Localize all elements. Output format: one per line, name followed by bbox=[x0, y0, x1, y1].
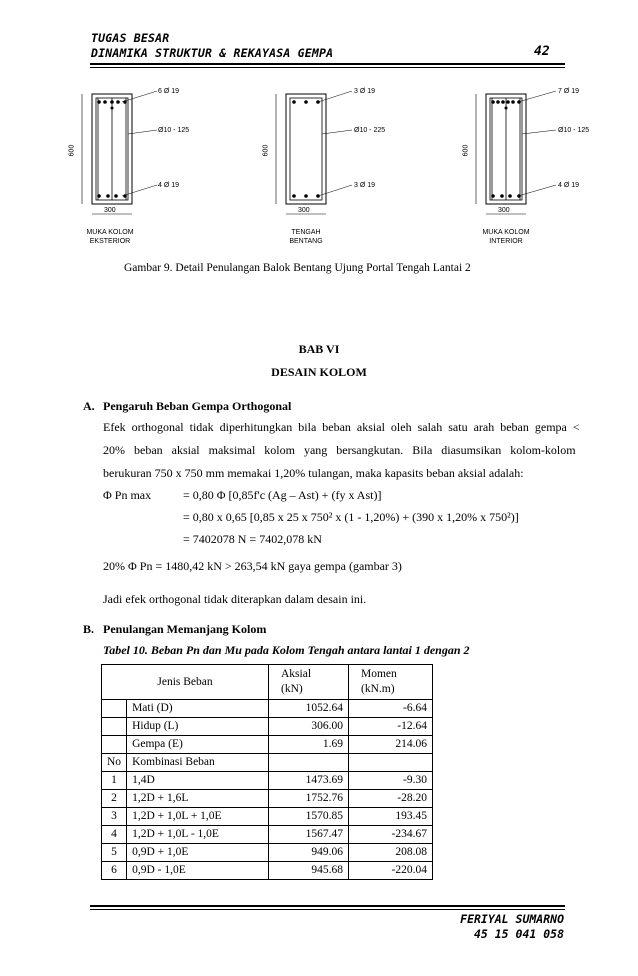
height-dim: 600 bbox=[68, 144, 76, 157]
bottom-bars-label: 4 Ø 19 bbox=[158, 182, 180, 189]
chapter-number: BAB VI bbox=[298, 342, 340, 356]
table-row: 2 1,2D + 1,6L 1752.76 -28.20 bbox=[102, 790, 433, 808]
running-header bbox=[91, 31, 333, 61]
load-table bbox=[101, 664, 433, 880]
equation-line-3: = 7402078 N = 7402,078 kN bbox=[183, 532, 322, 546]
beam-section-midspan bbox=[262, 84, 412, 254]
header-momen: Momen (kN.m) bbox=[349, 665, 433, 700]
table-header-row bbox=[102, 665, 433, 700]
beam-location-label: TENGAH BENTANG bbox=[289, 229, 323, 245]
stirrup-label: Ø10 - 225 bbox=[354, 127, 386, 134]
equation-line-2: = 0,80 x 0,65 [0,85 x 25 x 750² x (1 - 1,20%) + (390 x 1,20% x 750²)] bbox=[183, 510, 519, 524]
header-course: TUGAS BESAR bbox=[91, 31, 170, 45]
height-dim: 600 bbox=[262, 144, 270, 157]
header-jenis-beban: Jenis Beban bbox=[102, 665, 269, 700]
table-row: 1 1,4D 1473.69 -9.30 bbox=[102, 772, 433, 790]
beam-location-label: MUKA KOLOM INTERIOR bbox=[482, 229, 530, 245]
header-aksial: Aksial (kN) bbox=[269, 665, 349, 700]
top-bars-label: 7 Ø 19 bbox=[558, 88, 580, 95]
table-row: 4 1,2D + 1,0L - 1,0E 1567.47 -234.67 bbox=[102, 826, 433, 844]
table-row: Hidup (L) 306.00 -12.64 bbox=[102, 718, 433, 736]
chapter-title: DESAIN KOLOM bbox=[271, 365, 367, 379]
beam-section-interior bbox=[462, 84, 612, 254]
table-row: Gempa (E) 1.69 214.06 bbox=[102, 736, 433, 754]
height-dim: 600 bbox=[462, 144, 470, 157]
bottom-bars-label: 4 Ø 19 bbox=[558, 182, 580, 189]
section-b-title: Penulangan Memanjang Kolom bbox=[103, 622, 267, 636]
beam-location-label: MUKA KOLOM EKSTERIOR bbox=[86, 229, 134, 245]
footer-rule-thin bbox=[90, 909, 565, 910]
width-dim: 300 bbox=[104, 207, 116, 214]
section-a-para-2: 20% beban aksial maksimal kolom yang bersangkutan. Bila diasumsikan kolom-kolom bbox=[103, 443, 576, 457]
bottom-bars-label: 3 Ø 19 bbox=[354, 182, 376, 189]
header-subject: DINAMIKA STRUKTUR & REKAYASA GEMPA bbox=[91, 46, 334, 60]
footer-rule-thick bbox=[90, 905, 565, 907]
stirrup-label: Ø10 - 125 bbox=[158, 127, 190, 134]
author-name: FERIYAL SUMARNO bbox=[460, 912, 564, 926]
student-id: 45 15 041 058 bbox=[473, 927, 564, 941]
table-row: 5 0,9D + 1,0E 949.06 208.08 bbox=[102, 844, 433, 862]
section-a-title: Pengaruh Beban Gempa Orthogonal bbox=[103, 399, 292, 413]
table-row: 6 0,9D - 1,0E 945.68 -220.04 bbox=[102, 862, 433, 880]
equation-lhs: Φ Pn max bbox=[103, 488, 152, 502]
check-statement: 20% Φ Pn = 1480,42 kN > 263,54 kN gaya gempa (gambar 3) bbox=[103, 559, 402, 573]
footer bbox=[460, 912, 564, 942]
section-a-para-1: Efek orthogonal tidak diperhitungkan bila beban aksial oleh salah satu arah beban gempa < bbox=[103, 420, 580, 434]
top-bars-label: 3 Ø 19 bbox=[354, 88, 376, 95]
width-dim: 300 bbox=[298, 207, 310, 214]
stirrup-label: Ø10 - 125 bbox=[558, 127, 590, 134]
header-rule-thin bbox=[90, 67, 565, 68]
figure-caption: Gambar 9. Detail Penulangan Balok Bentang Ujung Portal Tengah Lantai 2 bbox=[124, 262, 471, 274]
equation-line-1: = 0,80 Φ [0,85f'c (Ag – Ast) + (fy x Ast)] bbox=[183, 488, 382, 502]
section-b-label: B. bbox=[83, 622, 95, 636]
table-title: Tabel 10. Beban Pn dan Mu pada Kolom Tengah antara lantai 1 dengan 2 bbox=[103, 643, 470, 657]
beam-section-exterior bbox=[62, 84, 212, 254]
section-a-para-3: berukuran 750 x 750 mm memakai 1,20% tulangan, maka kapasits beban aksial adalah: bbox=[103, 466, 524, 480]
page-number: 42 bbox=[534, 44, 550, 59]
header-rule-thick bbox=[90, 63, 565, 65]
conclusion: Jadi efek orthogonal tidak diterapkan dalam desain ini. bbox=[103, 592, 367, 606]
table-row: 3 1,2D + 1,0L + 1,0E 1570.85 193.45 bbox=[102, 808, 433, 826]
table-subheader-row: No Kombinasi Beban bbox=[102, 754, 433, 772]
section-a-label: A. bbox=[83, 399, 95, 413]
top-bars-label: 6 Ø 19 bbox=[158, 88, 180, 95]
table-row: Mati (D) 1052.64 -6.64 bbox=[102, 700, 433, 718]
width-dim: 300 bbox=[498, 207, 510, 214]
